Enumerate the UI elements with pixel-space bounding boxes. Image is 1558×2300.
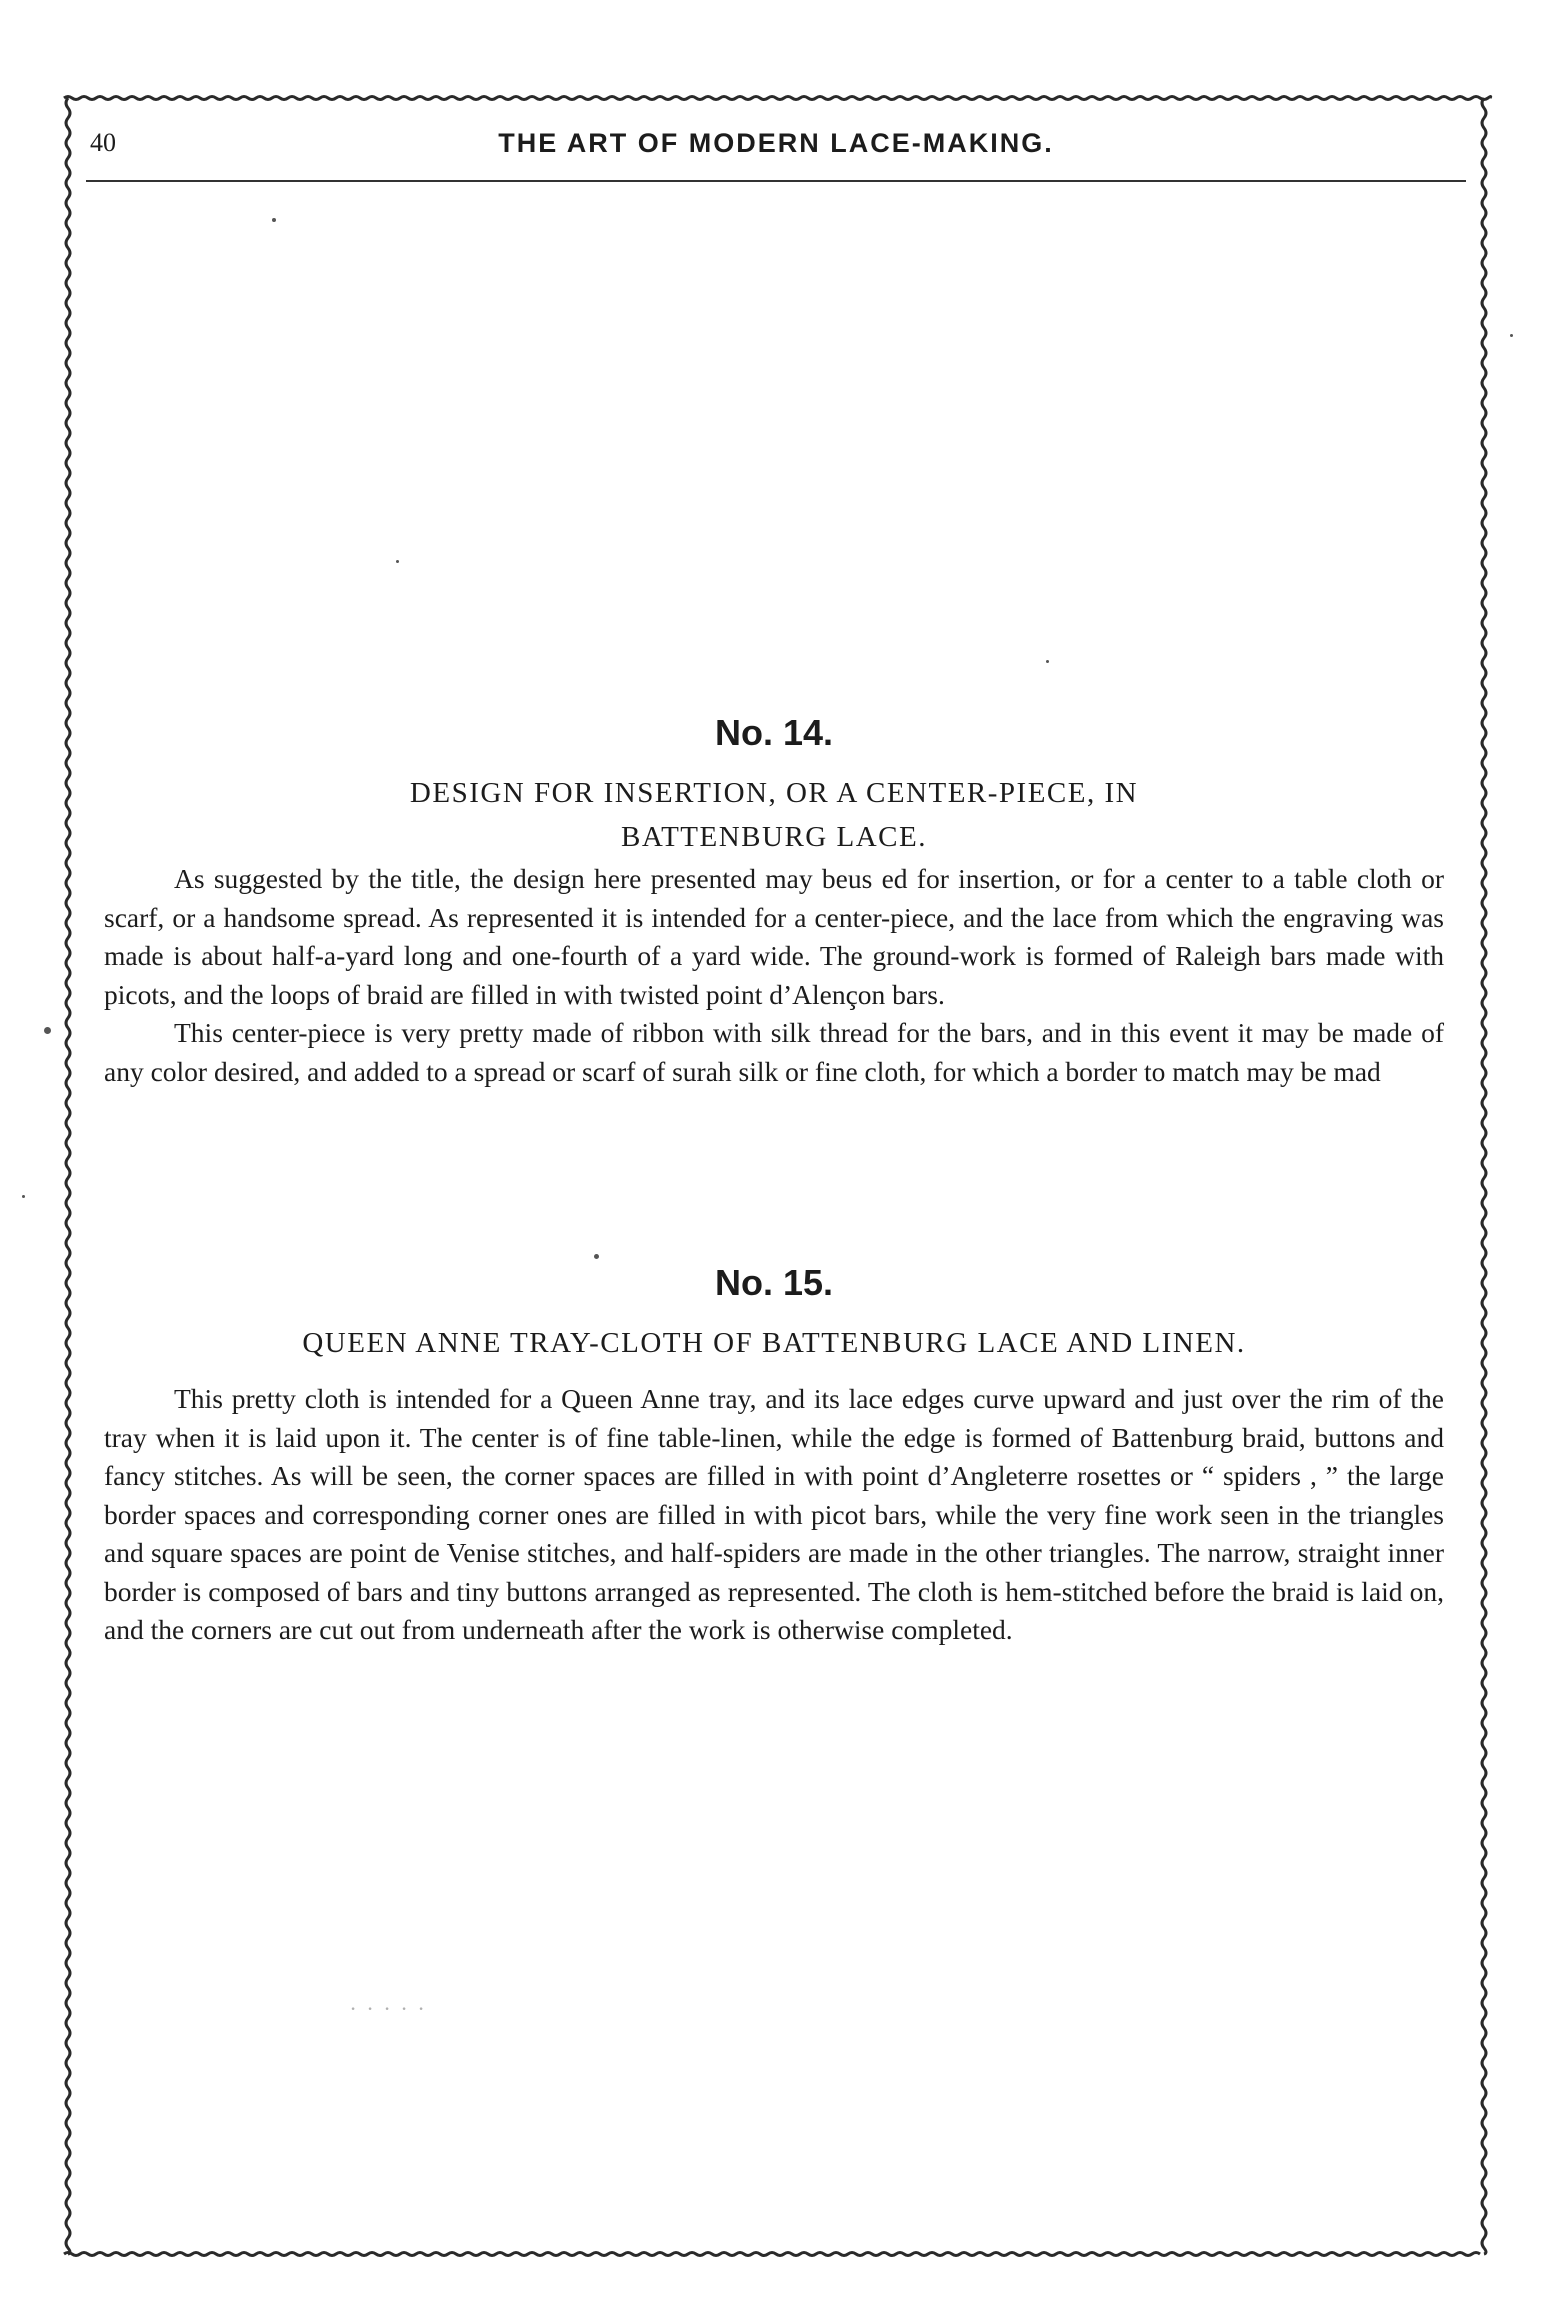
section-no-14 <box>104 712 1444 1091</box>
paragraph: As suggested by the title, the design here presented may beus ed for insertion, or for a center to a table cloth or scarf, or a handsome spread. As represented it is intended for a center-piece, and the lace from which the engraving was made is about half-a-yard long and one-fourth of a yard wide. The ground-work is formed of Raleigh bars made with picots, and the loops of braid are filled in with twisted point d’Alençon bars. <box>104 863 1444 1010</box>
page-number: 40 <box>90 128 116 157</box>
section-no-15 <box>104 1262 1444 1650</box>
header-rule <box>86 180 1466 182</box>
print-speck <box>272 218 276 222</box>
section-title-line-1: DESIGN FOR INSERTION, OR A CENTER-PIECE, IN <box>409 777 1139 809</box>
border-left <box>66 98 70 2254</box>
print-speck <box>44 1027 51 1034</box>
page-header <box>90 128 1462 168</box>
section-title-line-2: BATTENBURG LACE. <box>621 821 927 853</box>
section-number-heading: No. 15. <box>714 1262 834 1303</box>
paragraph: This center-piece is very pretty made of ribbon with silk thread for the bars, and in this event it may be made of any color desired, and added to a spread or scarf of surah silk or fine cloth, for which a border to match may be mad <box>104 1017 1444 1087</box>
border-top <box>64 97 1491 100</box>
print-speck <box>594 1254 599 1259</box>
section-title: QUEEN ANNE TRAY-CLOTH OF BATTENBURG LACE AND LINEN. <box>302 1327 1246 1359</box>
print-speck <box>1046 660 1049 663</box>
section-number-heading: No. 14. <box>714 712 834 753</box>
faded-bleed-through: · · · · · <box>350 1996 427 2021</box>
paragraph: This pretty cloth is intended for a Queen Anne tray, and its lace edges curve upward and just over the rim of the tray when it is laid upon it. The center is of fine table-linen, while the edge is formed of Battenburg braid, buttons and fancy stitches. As will be seen, the corner spaces are filled in with point d’Angleterre rosettes or “ spiders , ” the large border spaces and corresponding corner ones are filled in with picot bars, while the very fine work seen in the triangles and square spaces are point de Venise stitches, and half-spiders are made in the other triangles. The narrow, straight inner border is composed of bars and tiny buttons arranged as represented. The cloth is hem-stitched before the braid is laid on, and the corners are cut out from underneath after the work is otherwise completed. <box>104 1383 1444 1645</box>
border-right <box>1482 98 1486 2254</box>
border-bottom <box>64 2253 1480 2256</box>
running-title: THE ART OF MODERN LACE-MAKING. <box>498 128 1054 158</box>
print-speck <box>22 1195 25 1198</box>
print-speck <box>1510 334 1513 337</box>
print-speck <box>396 560 399 563</box>
